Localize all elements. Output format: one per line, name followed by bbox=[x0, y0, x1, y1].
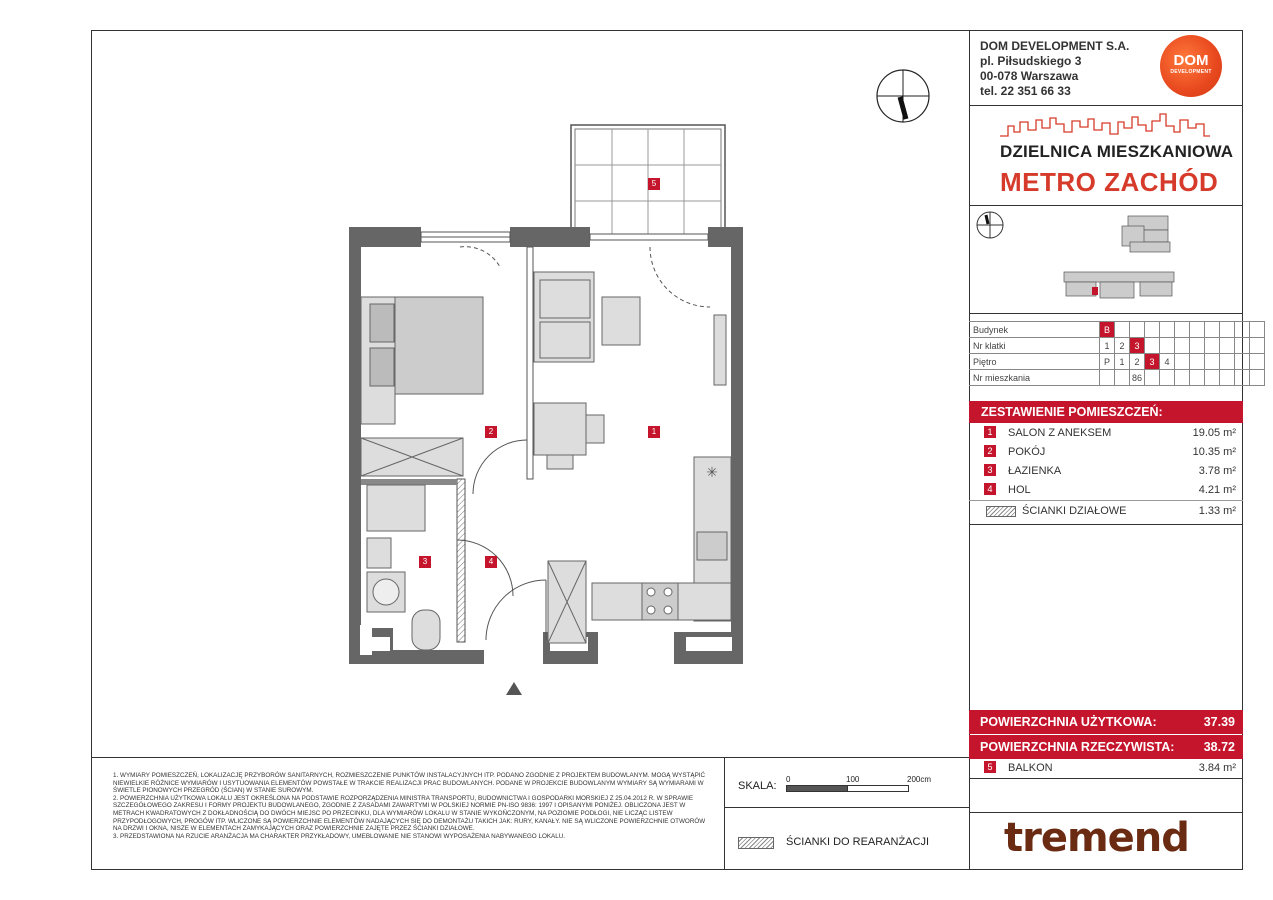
usable-area-bar bbox=[969, 710, 1243, 734]
company-address-2: 00-078 Warszawa bbox=[980, 69, 1079, 83]
info-cell: B bbox=[1100, 322, 1115, 338]
info-row-label: Nr klatki bbox=[969, 338, 1100, 354]
room-number: 1 bbox=[984, 426, 996, 438]
info-cell bbox=[1235, 354, 1250, 370]
usable-area-value: 37.39 bbox=[1203, 715, 1235, 729]
info-cell bbox=[1145, 370, 1160, 386]
info-cell bbox=[1205, 338, 1220, 354]
partition-area: 1.33 m² bbox=[1198, 505, 1236, 517]
room-row bbox=[984, 445, 1236, 463]
info-row-label: Piętro bbox=[969, 354, 1100, 370]
info-cell: 86 bbox=[1130, 370, 1145, 386]
info-cell bbox=[1175, 370, 1190, 386]
divider bbox=[724, 807, 969, 808]
info-cell bbox=[1160, 370, 1175, 386]
room-row bbox=[984, 483, 1236, 501]
info-cell bbox=[1190, 354, 1205, 370]
project-title-line1: DZIELNICA MIESZKANIOWA bbox=[1000, 142, 1234, 161]
info-cell bbox=[1160, 322, 1175, 338]
divider bbox=[969, 524, 1243, 525]
info-cell bbox=[1220, 338, 1235, 354]
plan-label-2: 2 bbox=[485, 426, 497, 438]
info-cell: 2 bbox=[1130, 354, 1145, 370]
note-3: 3. PRZEDSTAWIONA NA RZUCIE ARANŻACJA MA CHARAKTER PRZYKŁADOWY, UMEBLOWANIE NIE STANOWI WYPOSAŻENIA NABYWANEGO LOKALU. bbox=[113, 832, 566, 840]
divider bbox=[969, 778, 1243, 779]
real-area-bar bbox=[969, 735, 1243, 759]
divider bbox=[969, 313, 1243, 314]
real-area-label: POWIERZCHNIA RZECZYWISTA: bbox=[980, 740, 1175, 754]
info-cell bbox=[1145, 338, 1160, 354]
info-cell: 2 bbox=[1115, 338, 1130, 354]
notes bbox=[113, 772, 713, 840]
scale-tick-200: 200cm bbox=[907, 775, 932, 784]
plan-label-4: 4 bbox=[485, 556, 497, 568]
rooms-header bbox=[969, 401, 1243, 423]
partition-name: ŚCIANKI DZIAŁOWE bbox=[1022, 505, 1127, 517]
rearrange-legend-label: ŚCIANKI DO REARANŻACJI bbox=[786, 836, 930, 848]
room-name: POKÓJ bbox=[1008, 446, 1046, 458]
room-number: 5 bbox=[984, 761, 996, 773]
company-address-1: pl. Piłsudskiego 3 bbox=[980, 54, 1082, 68]
info-cell bbox=[1250, 370, 1265, 386]
info-cell bbox=[1250, 322, 1265, 338]
room-area: 10.35 m² bbox=[1192, 446, 1236, 458]
divider bbox=[969, 105, 1243, 106]
bed bbox=[361, 297, 483, 424]
info-row-label: Nr mieszkania bbox=[969, 370, 1100, 386]
info-row bbox=[969, 354, 1265, 370]
info-cell bbox=[1235, 370, 1250, 386]
divider bbox=[724, 757, 725, 870]
info-cell bbox=[1220, 370, 1235, 386]
info-cell: P bbox=[1100, 354, 1115, 370]
room-name: BALKON bbox=[1008, 762, 1053, 774]
svg-text:✳: ✳ bbox=[706, 465, 718, 481]
info-cell bbox=[1205, 322, 1220, 338]
room-area: 4.21 m² bbox=[1198, 484, 1236, 496]
room-name: ŁAZIENKA bbox=[1008, 465, 1062, 477]
room-number: 2 bbox=[984, 445, 996, 457]
info-cell bbox=[1115, 370, 1130, 386]
info-cell: 3 bbox=[1145, 354, 1160, 370]
plan-label-1: 1 bbox=[648, 426, 660, 438]
room-area: 19.05 m² bbox=[1192, 427, 1236, 439]
info-cell bbox=[1190, 370, 1205, 386]
info-row bbox=[969, 370, 1265, 386]
project-title-line2: METRO ZACHÓD bbox=[1000, 167, 1219, 197]
scale-tick-100: 100 bbox=[846, 775, 860, 784]
scale-tick-0: 0 bbox=[786, 775, 791, 784]
info-cell bbox=[1145, 322, 1160, 338]
rearrange-hatch-icon bbox=[738, 837, 774, 849]
info-cell bbox=[1250, 354, 1265, 370]
partition-row bbox=[984, 504, 1236, 522]
scale-bar-light bbox=[847, 785, 909, 792]
info-cell bbox=[1115, 322, 1130, 338]
room-number: 3 bbox=[984, 464, 996, 476]
info-cell bbox=[1250, 338, 1265, 354]
info-cell bbox=[1175, 338, 1190, 354]
unit-info-table bbox=[969, 321, 1265, 386]
info-cell: 1 bbox=[1100, 338, 1115, 354]
info-cell bbox=[1175, 354, 1190, 370]
info-cell bbox=[1205, 370, 1220, 386]
info-row-label: Budynek bbox=[969, 322, 1100, 338]
info-cell bbox=[1235, 338, 1250, 354]
company-phone: tel. 22 351 66 33 bbox=[980, 84, 1071, 98]
dom-development-logo bbox=[1160, 35, 1222, 97]
info-row bbox=[969, 322, 1265, 338]
room-row bbox=[984, 426, 1236, 444]
room-name: SALON Z ANEKSEM bbox=[1008, 427, 1112, 439]
info-cell bbox=[1220, 354, 1235, 370]
plan-label-3: 3 bbox=[419, 556, 431, 568]
info-cell: 4 bbox=[1160, 354, 1175, 370]
real-area-value: 38.72 bbox=[1203, 740, 1235, 754]
company-name: DOM DEVELOPMENT S.A. bbox=[980, 39, 1130, 53]
logo-subtext: DEVELOPMENT bbox=[1170, 69, 1212, 75]
logo-text: DOM bbox=[1173, 52, 1209, 69]
note-1: 1. WYMIARY POMIESZCZEŃ, LOKALIZACJĘ PRZYBORÓW SANITARNYCH, ROZMIESZCZENIE PUNKTÓW INSTALACYJNYCH ITP. PODANO ZGODNIE Z PROJEKTEM BUDOWLANYM. MOGĄ WYSTĄPIĆ NIEWIELKIE RÓŻNICE WYMIARÓW I USYTUOWANIA ELEMENTÓW POWSTAŁE W TRAKCIE REALIZACJI PRAC BUDOWLANYCH. PODANE W PROJEKCIE BUDOWLANYM WYMIARY SĄ WYMIARAMI W ŚWIETLE PIONOWYCH PRZEGRÓD (ŚCIAN) W STANIE SUROWYM. bbox=[113, 772, 706, 795]
room-row bbox=[984, 464, 1236, 482]
scale-bar-dark bbox=[786, 785, 848, 792]
room-name: HOL bbox=[1008, 484, 1031, 496]
tremend-logo: tremend bbox=[1004, 815, 1189, 861]
divider bbox=[969, 205, 1243, 206]
partition-hatch-icon bbox=[986, 506, 1016, 517]
compass-icon bbox=[874, 67, 932, 125]
site-keyplan-icon bbox=[1060, 212, 1180, 304]
info-cell: 1 bbox=[1115, 354, 1130, 370]
info-cell bbox=[1220, 322, 1235, 338]
info-cell bbox=[1130, 322, 1145, 338]
info-cell bbox=[1235, 322, 1250, 338]
note-2: 2. POWIERZCHNIA UŻYTKOWA LOKALU JEST OKREŚLONA NA PODSTAWIE ROZPORZĄDZENIA MINISTRA TRANSPORTU, BUDOWNICTWA I GOSPODARKI MORSKIEJ Z 25.04.2012 R. W SPRAWIE SZCZEGÓŁOWEGO ZAKRESU I FORMY PROJEKTU BUDOWLANEGO, ZGODNIE Z ZASADAMI ZAWARTYMI W POLSKIEJ NORMIE PN-ISO 9836: 1997 I OPISANYMI PONIŻEJ. OBLICZONA JEST W METRACH KWADRATOWYCH Z DOKŁADNOŚCIĄ DO DWÓCH MIEJSC PO PRZECINKU, DLA WYMIARÓW LOKALU W STANIE WYKOŃCZONYM, NA POZIOMIE PODŁOGI, NIE LICZĄC LISTEW PRZYPODŁOGOWYCH, PROGÓW ITP. WLICZONE SĄ POWIERZCHNIE ELEMENTÓW NADAJĄCYCH SIĘ DO DEMONTAŻU TAKICH JAK: RURY, KANAŁY. NIE SĄ WLICZONE POWIERZCHNIE OTWORÓW NA DRZWI I OKNA, NISZE W ELEMENTACH ZAMYKAJĄCYCH ORAZ POWIERZCHNIE ZAJĘTE PRZEZ ŚCIANKI DZIAŁOWE. bbox=[113, 794, 706, 833]
info-cell bbox=[1190, 338, 1205, 354]
floor-plan bbox=[340, 120, 750, 700]
company-info bbox=[980, 39, 1129, 99]
balcony-row bbox=[984, 761, 1236, 779]
kitchen bbox=[548, 457, 731, 643]
scale-label: SKALA: bbox=[738, 780, 777, 792]
info-cell bbox=[1160, 338, 1175, 354]
divider bbox=[969, 500, 1243, 501]
info-cell bbox=[1205, 354, 1220, 370]
info-row bbox=[969, 338, 1265, 354]
room-area: 3.78 m² bbox=[1198, 465, 1236, 477]
info-cell bbox=[1100, 370, 1115, 386]
info-cell bbox=[1190, 322, 1205, 338]
room-area: 3.84 m² bbox=[1198, 762, 1236, 774]
wardrobe bbox=[361, 438, 463, 476]
room-number: 4 bbox=[984, 483, 996, 495]
entrance-arrow-icon bbox=[506, 682, 522, 695]
compass-small-icon bbox=[975, 210, 1005, 240]
info-cell bbox=[1175, 322, 1190, 338]
skyline-icon bbox=[1000, 112, 1210, 138]
plan-label-5: 5 bbox=[648, 178, 660, 190]
usable-area-label: POWIERZCHNIA UŻYTKOWA: bbox=[980, 715, 1157, 729]
rooms-header-label: ZESTAWIENIE POMIESZCZEŃ: bbox=[981, 405, 1163, 419]
divider bbox=[969, 812, 1243, 813]
info-cell: 3 bbox=[1130, 338, 1145, 354]
